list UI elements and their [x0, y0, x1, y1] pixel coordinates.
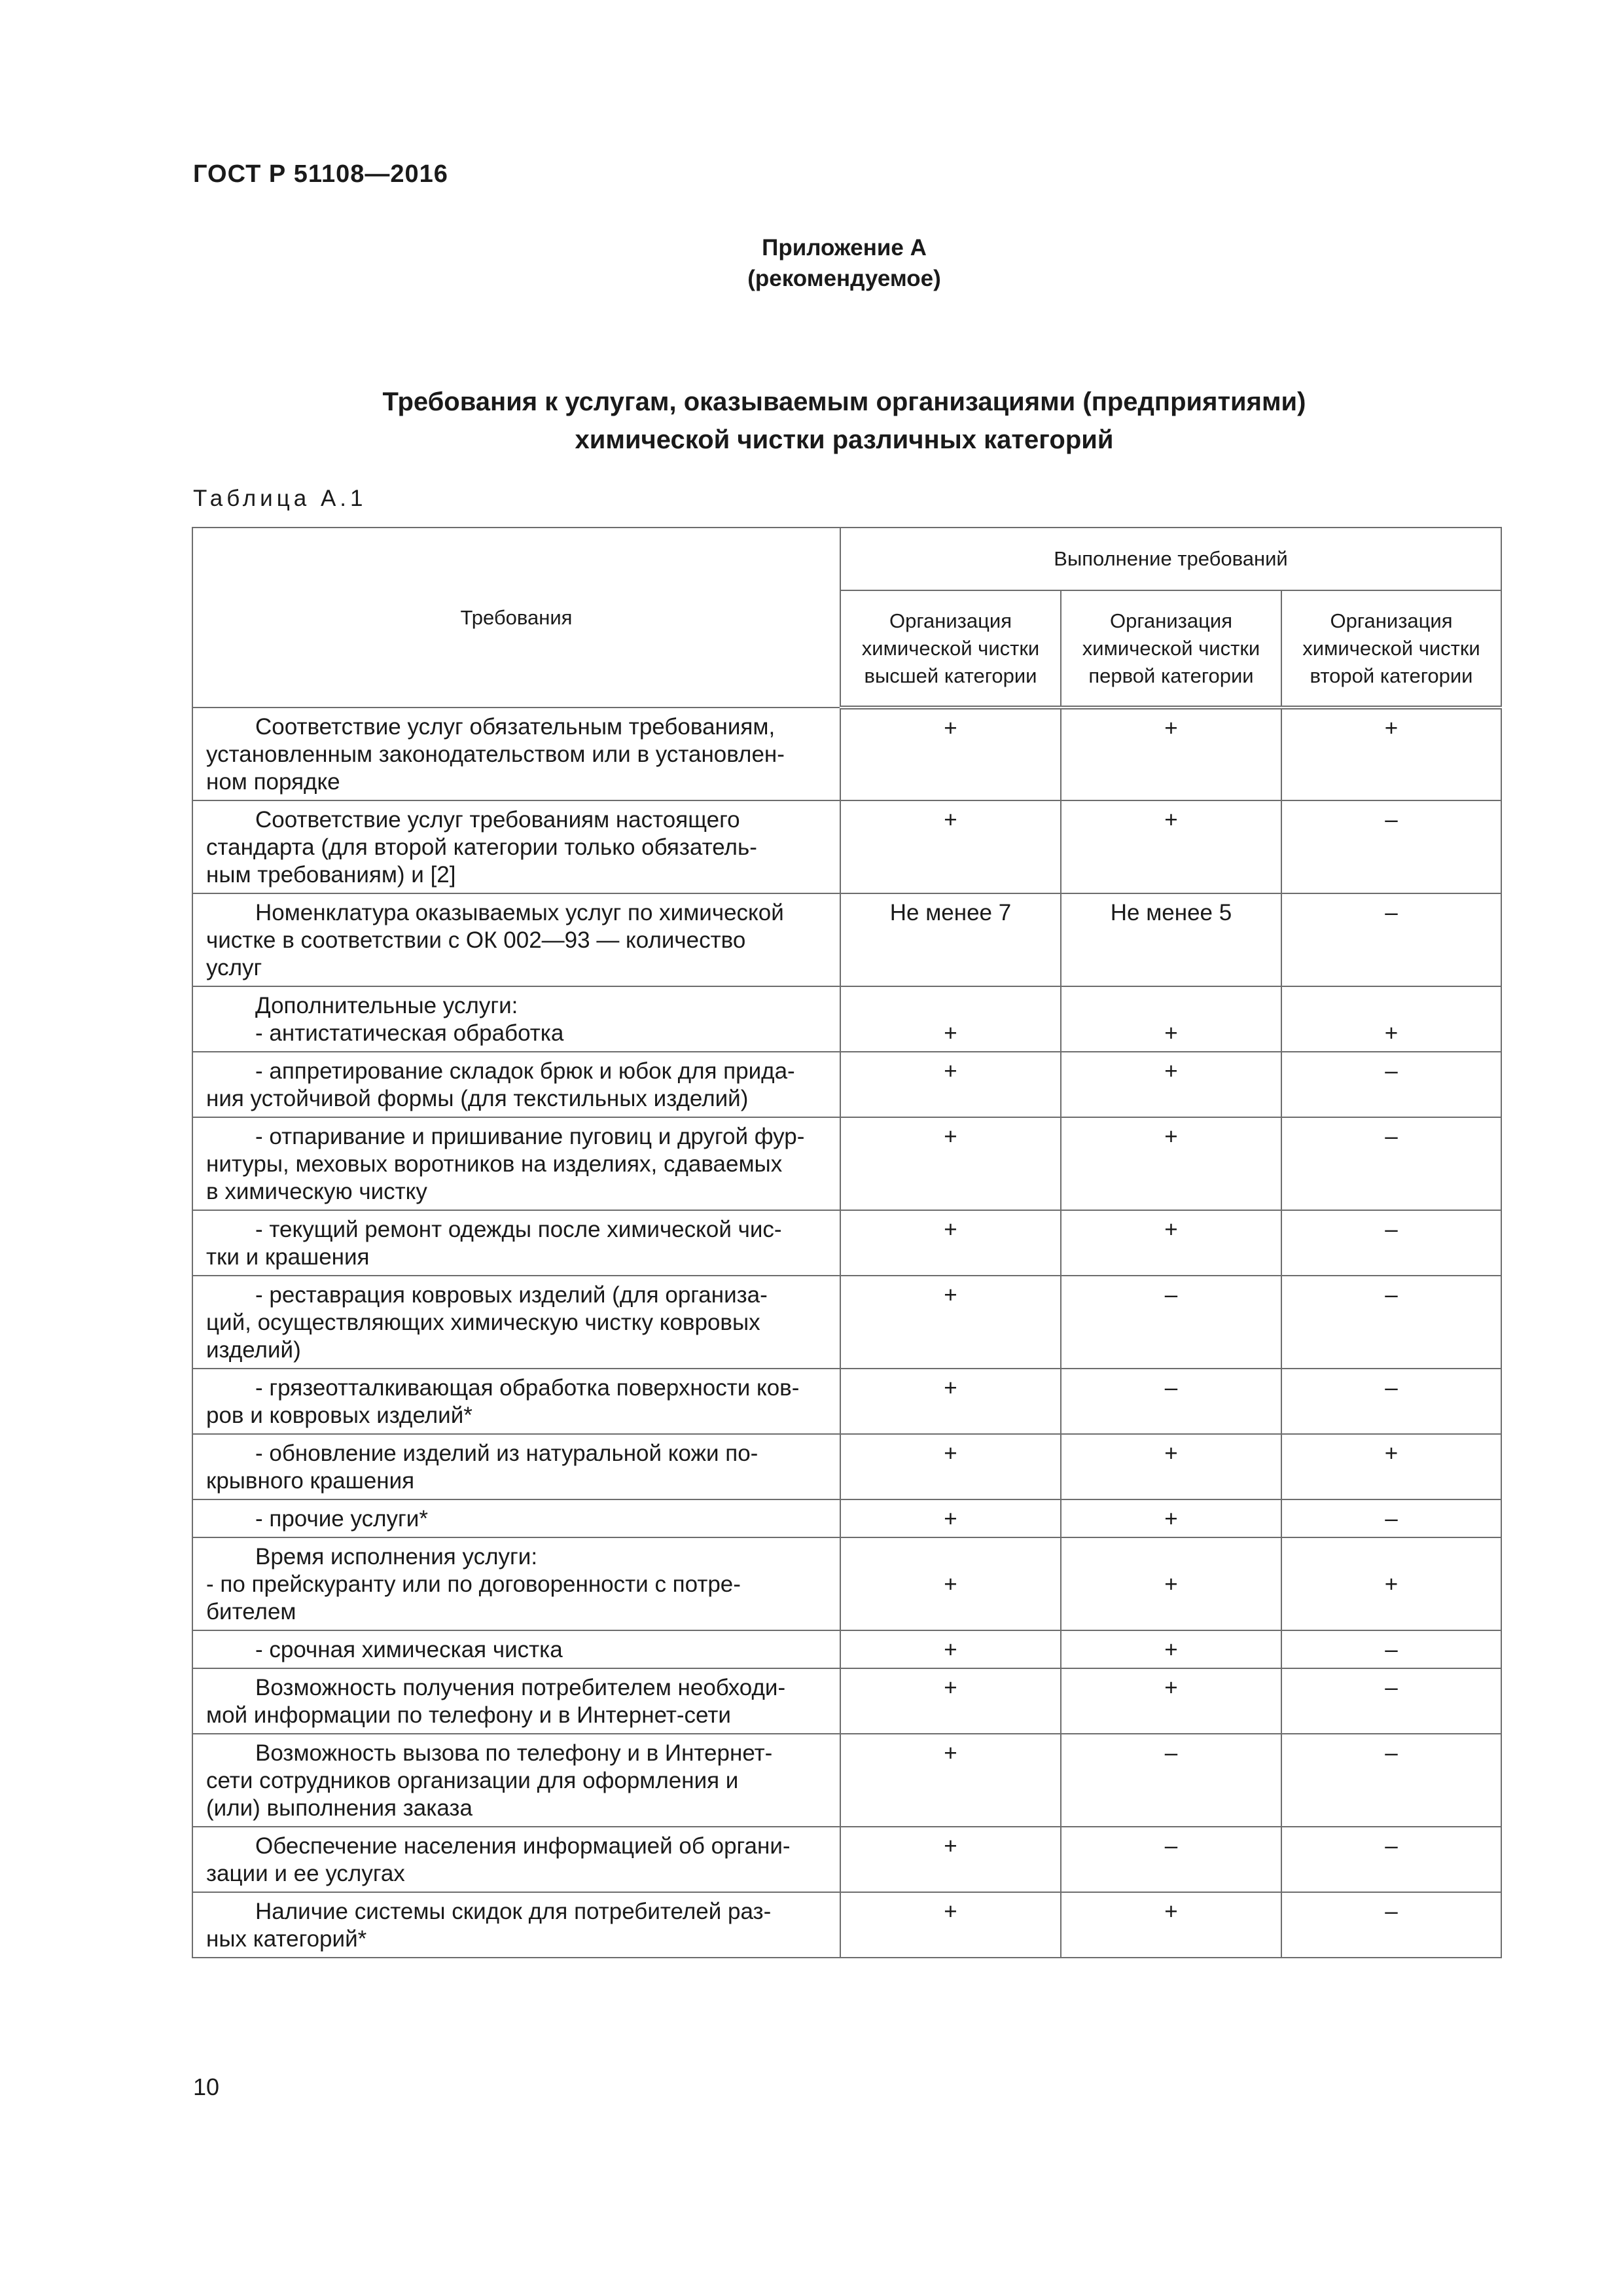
header-line: Организация — [1110, 609, 1232, 632]
compliance-cell — [840, 1630, 1061, 1668]
requirement-line: - текущий ремонт одежды после химической чис- — [255, 1217, 782, 1242]
compliance-cell — [840, 1276, 1061, 1369]
requirement-line: - по прейскуранту или по договоренности с потре- — [206, 1571, 741, 1597]
compliance-value: – — [1385, 1058, 1398, 1084]
document-title — [0, 383, 1623, 459]
compliance-cell — [1281, 1210, 1501, 1276]
requirement-line: Наличие системы скидок для потребителей раз- — [255, 1899, 772, 1924]
compliance-cell — [840, 1369, 1061, 1434]
compliance-value: + — [944, 1217, 957, 1242]
table-row — [192, 1827, 1501, 1892]
header-line: Организация — [889, 609, 1012, 632]
requirement-cell — [192, 1276, 840, 1369]
compliance-value: + — [1384, 1571, 1399, 1597]
requirement-cell — [192, 893, 840, 986]
requirement-line: тки и крашения — [206, 1244, 370, 1270]
compliance-cell — [840, 1434, 1061, 1499]
requirement-line: - отпаривание и пришивание пуговиц и другой фур- — [255, 1124, 805, 1149]
requirement-cell — [192, 708, 840, 800]
requirement-line: Возможность вызова по телефону и в Интернет- — [255, 1740, 773, 1766]
compliance-cell — [1061, 986, 1281, 1052]
requirement-line: ных категорий* — [206, 1926, 367, 1952]
compliance-cell — [1061, 1892, 1281, 1958]
requirement-line: - грязеотталкивающая обработка поверхности ков- — [255, 1375, 800, 1401]
column-group-header: Выполнение требований — [840, 528, 1501, 590]
compliance-value: + — [1164, 1441, 1178, 1466]
compliance-value: + — [944, 1020, 957, 1046]
cell-spacer — [845, 1543, 1056, 1571]
table-caption: Таблица А.1 — [193, 486, 367, 511]
requirement-line: ния устойчивой формы (для текстильных изделий) — [206, 1086, 749, 1111]
compliance-value: – — [1385, 1217, 1398, 1242]
compliance-value: + — [1164, 1124, 1178, 1149]
compliance-value: + — [944, 1375, 957, 1401]
requirement-cell — [192, 1117, 840, 1210]
requirement-cell — [192, 1052, 840, 1117]
compliance-cell — [840, 893, 1061, 986]
requirement-line: чистке в соответствии с ОК 002—93 — количество — [206, 927, 746, 953]
compliance-cell — [840, 1827, 1061, 1892]
compliance-value: – — [1164, 1740, 1178, 1766]
compliance-value: – — [1385, 1675, 1398, 1700]
requirement-line: нитуры, меховых воротников на изделиях, сдаваемых — [206, 1151, 783, 1177]
appendix-title: Приложение А — [762, 235, 927, 260]
compliance-value: + — [1164, 1637, 1178, 1662]
requirement-line: ном порядке — [206, 769, 340, 795]
compliance-cell — [1061, 708, 1281, 800]
column-header-category — [840, 590, 1061, 708]
compliance-value: + — [944, 1571, 957, 1597]
requirement-cell — [192, 800, 840, 893]
compliance-cell — [1281, 1668, 1501, 1734]
compliance-cell — [840, 1892, 1061, 1958]
requirement-line: - реставрация ковровых изделий (для организа- — [255, 1282, 768, 1308]
compliance-cell — [840, 1734, 1061, 1827]
requirement-line: крывного крашения — [206, 1468, 415, 1494]
compliance-cell — [1061, 1369, 1281, 1434]
compliance-cell — [1061, 1052, 1281, 1117]
requirement-line: сети сотрудников организации для оформления и — [206, 1768, 739, 1793]
title-line: Требования к услугам, оказываемым организациями (предприятиями) — [382, 387, 1306, 416]
compliance-cell — [1061, 1499, 1281, 1537]
compliance-value: + — [944, 1506, 957, 1532]
requirement-line: - обновление изделий из натуральной кожи по- — [255, 1441, 758, 1466]
header-line: высшей категории — [864, 664, 1037, 687]
requirement-cell — [192, 1369, 840, 1434]
compliance-cell — [1281, 1276, 1501, 1369]
compliance-value: + — [1164, 1217, 1178, 1242]
compliance-value: + — [944, 1637, 957, 1662]
compliance-cell — [840, 1052, 1061, 1117]
table-row — [192, 1210, 1501, 1276]
table-row — [192, 1668, 1501, 1734]
compliance-value: + — [1384, 715, 1399, 741]
table-row — [192, 1630, 1501, 1668]
compliance-value: – — [1385, 1506, 1398, 1532]
requirement-line: установленным законодательством или в установлен- — [206, 742, 785, 767]
requirement-line: Номенклатура оказываемых услуг по химической — [255, 900, 784, 925]
requirement-line: Время исполнения услуги: — [255, 1544, 538, 1570]
cell-spacer — [1065, 1543, 1277, 1571]
compliance-cell — [1281, 1052, 1501, 1117]
compliance-value: + — [1164, 1571, 1178, 1597]
title-line: химической чистки различных категорий — [575, 425, 1114, 454]
compliance-cell — [1281, 986, 1501, 1052]
compliance-cell — [1281, 1434, 1501, 1499]
compliance-value: + — [944, 807, 957, 833]
requirement-line: стандарта (для второй категории только обязатель- — [206, 834, 757, 860]
compliance-cell — [1281, 893, 1501, 986]
requirement-line: бителем — [206, 1599, 296, 1624]
requirement-line: - аппретирование складок брюк и юбок для прида- — [255, 1058, 795, 1084]
requirement-cell — [192, 986, 840, 1052]
table-row — [192, 986, 1501, 1052]
table-row — [192, 1276, 1501, 1369]
requirement-line: ций, осуществляющих химическую чистку ковровых — [206, 1310, 760, 1335]
compliance-cell — [1061, 1827, 1281, 1892]
requirement-line: изделий) — [206, 1337, 301, 1363]
compliance-value: – — [1385, 1833, 1398, 1859]
compliance-cell — [1281, 1117, 1501, 1210]
table-body — [192, 708, 1501, 1958]
compliance-value: – — [1164, 1282, 1178, 1308]
compliance-value: – — [1164, 1375, 1178, 1401]
compliance-cell — [840, 1537, 1061, 1630]
compliance-value: Не менее 7 — [889, 900, 1012, 925]
table-row — [192, 800, 1501, 893]
compliance-cell — [1061, 800, 1281, 893]
compliance-value: + — [1164, 807, 1178, 833]
compliance-value: + — [1164, 1020, 1178, 1046]
compliance-cell — [840, 800, 1061, 893]
compliance-value: + — [1164, 1675, 1178, 1700]
requirement-line: - прочие услуги* — [255, 1506, 428, 1532]
compliance-cell — [1061, 1434, 1281, 1499]
appendix-status: (рекомендуемое) — [747, 266, 941, 291]
table-row — [192, 1892, 1501, 1958]
requirement-line: мой информации по телефону и в Интернет-сети — [206, 1702, 731, 1728]
compliance-cell — [840, 1499, 1061, 1537]
requirement-line: услуг — [206, 955, 262, 980]
requirement-line: ров и ковровых изделий* — [206, 1403, 473, 1428]
compliance-value: + — [944, 1124, 957, 1149]
compliance-cell — [1281, 1630, 1501, 1668]
compliance-cell — [1061, 1117, 1281, 1210]
requirement-line: (или) выполнения заказа — [206, 1795, 473, 1821]
header-line: Организация — [1330, 609, 1453, 632]
column-header-category — [1281, 590, 1501, 708]
compliance-cell — [1281, 1734, 1501, 1827]
requirements-table — [192, 527, 1502, 1958]
appendix-heading — [0, 232, 1623, 294]
compliance-value: – — [1385, 1637, 1398, 1662]
compliance-cell — [1281, 800, 1501, 893]
compliance-cell — [1281, 708, 1501, 800]
compliance-value: + — [944, 1282, 957, 1308]
compliance-value: + — [1164, 715, 1178, 741]
compliance-value: + — [1164, 1058, 1178, 1084]
compliance-cell — [1061, 1276, 1281, 1369]
compliance-cell — [840, 708, 1061, 800]
requirement-line: Возможность получения потребителем необходи- — [255, 1675, 786, 1700]
compliance-value: – — [1385, 1899, 1398, 1924]
compliance-value: – — [1385, 1740, 1398, 1766]
header-line: химической чистки — [1302, 636, 1480, 660]
compliance-cell — [1281, 1369, 1501, 1434]
compliance-value: + — [944, 1675, 957, 1700]
compliance-cell — [1061, 1734, 1281, 1827]
compliance-cell — [840, 986, 1061, 1052]
page-number: 10 — [193, 2073, 220, 2100]
requirement-cell — [192, 1892, 840, 1958]
compliance-cell — [1281, 1892, 1501, 1958]
compliance-cell — [1061, 1537, 1281, 1630]
header-line: химической чистки — [1082, 636, 1260, 660]
compliance-cell — [840, 1117, 1061, 1210]
requirement-line: Соответствие услуг обязательным требованиям, — [255, 714, 776, 740]
column-header-requirements: Требования — [192, 528, 840, 708]
requirement-line: Дополнительные услуги: — [255, 993, 518, 1018]
compliance-cell — [1061, 1668, 1281, 1734]
cell-spacer — [1286, 1543, 1497, 1571]
requirement-line: - срочная химическая чистка — [255, 1637, 563, 1662]
header-line: химической чистки — [861, 636, 1040, 660]
compliance-cell — [1281, 1537, 1501, 1630]
requirement-cell — [192, 1668, 840, 1734]
requirement-cell — [192, 1827, 840, 1892]
requirement-cell — [192, 1630, 840, 1668]
header-line: первой категории — [1088, 664, 1254, 687]
header-line: второй категории — [1310, 664, 1473, 687]
requirement-line: - антистатическая обработка — [255, 1020, 564, 1046]
compliance-value: – — [1385, 807, 1398, 833]
compliance-value: – — [1164, 1833, 1178, 1859]
compliance-value: + — [944, 1740, 957, 1766]
compliance-cell — [840, 1210, 1061, 1276]
compliance-value: Не менее 5 — [1110, 900, 1232, 925]
compliance-value: – — [1385, 900, 1398, 925]
requirement-line: Соответствие услуг требованиям настоящего — [255, 807, 740, 833]
table-row — [192, 1117, 1501, 1210]
requirement-cell — [192, 1537, 840, 1630]
requirement-cell — [192, 1734, 840, 1827]
compliance-value: + — [944, 1058, 957, 1084]
cell-spacer — [1065, 992, 1277, 1020]
compliance-value: – — [1385, 1375, 1398, 1401]
table-row — [192, 893, 1501, 986]
compliance-cell — [1061, 1210, 1281, 1276]
column-header-category — [1061, 590, 1281, 708]
document-code: ГОСТ Р 51108—2016 — [193, 160, 448, 188]
table-row — [192, 1499, 1501, 1537]
requirement-cell — [192, 1434, 840, 1499]
compliance-value: – — [1385, 1282, 1398, 1308]
compliance-value: + — [1164, 1899, 1178, 1924]
compliance-value: + — [1384, 1020, 1399, 1046]
table-row — [192, 1734, 1501, 1827]
cell-spacer — [1286, 992, 1497, 1020]
requirement-line: в химическую чистку — [206, 1179, 427, 1204]
requirement-line: ным требованиям) и [2] — [206, 862, 456, 888]
compliance-value: + — [944, 1441, 957, 1466]
compliance-value: + — [1164, 1506, 1178, 1532]
cell-spacer — [845, 992, 1056, 1020]
compliance-cell — [1281, 1499, 1501, 1537]
requirement-cell — [192, 1210, 840, 1276]
compliance-cell — [840, 1668, 1061, 1734]
compliance-value: + — [1384, 1441, 1399, 1466]
compliance-cell — [1281, 1827, 1501, 1892]
compliance-value: + — [944, 1833, 957, 1859]
compliance-value: – — [1385, 1124, 1398, 1149]
table-row — [192, 1052, 1501, 1117]
compliance-cell — [1061, 1630, 1281, 1668]
compliance-value: + — [944, 1899, 957, 1924]
requirement-cell — [192, 1499, 840, 1537]
compliance-value: + — [944, 715, 957, 741]
table-row — [192, 1369, 1501, 1434]
table-row — [192, 1537, 1501, 1630]
table-row — [192, 1434, 1501, 1499]
compliance-cell — [1061, 893, 1281, 986]
table-row — [192, 708, 1501, 800]
requirements-table-container — [192, 527, 1501, 1958]
requirement-line: зации и ее услугах — [206, 1861, 405, 1886]
requirement-line: Обеспечение населения информацией об органи- — [255, 1833, 791, 1859]
